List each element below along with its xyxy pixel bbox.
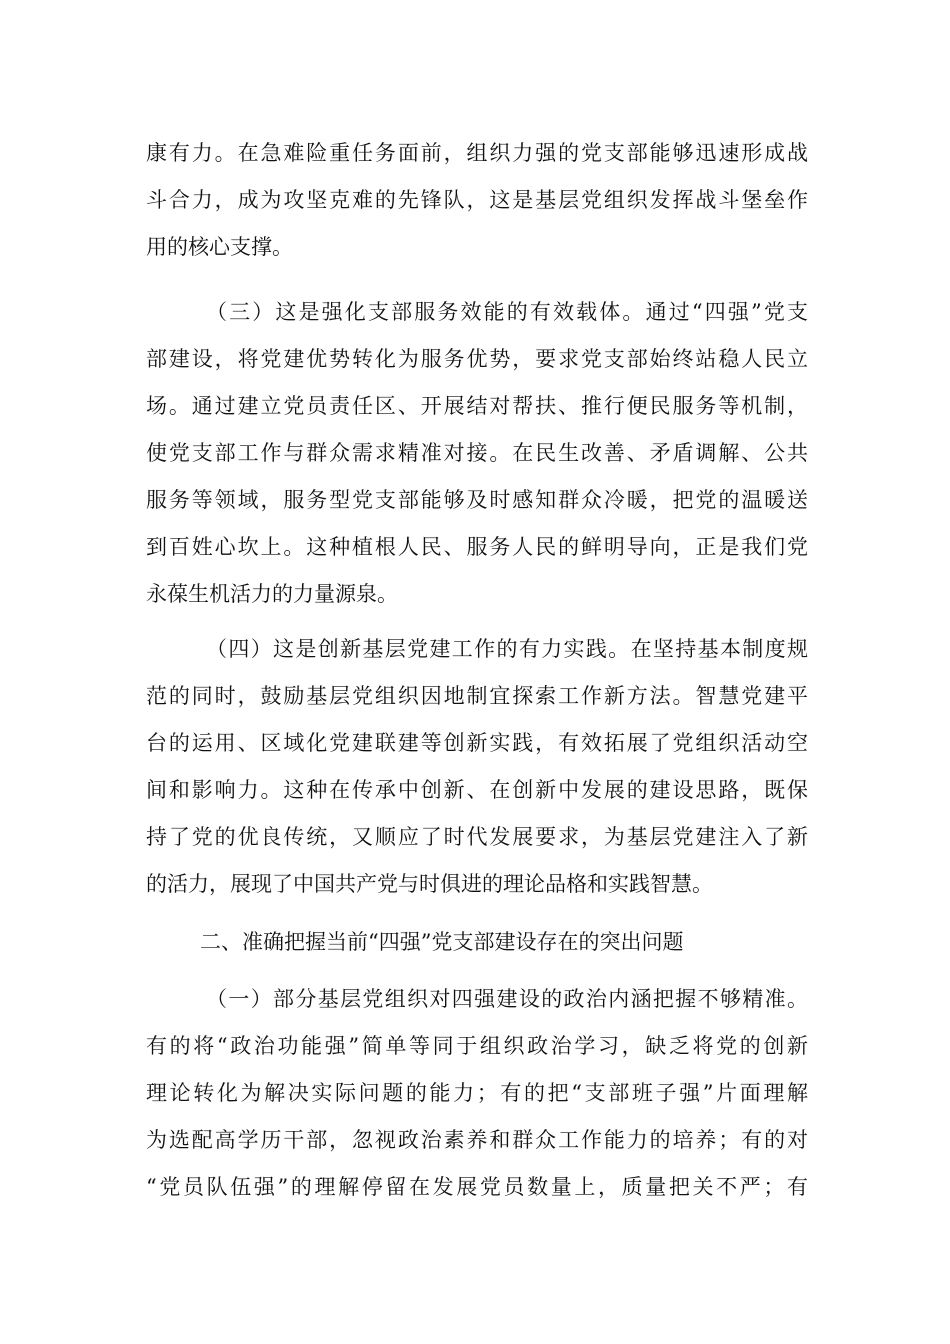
- text-line: 斗合力，成为攻坚克难的先锋队，这是基层党组织发挥战斗堡垒作: [146, 188, 808, 212]
- text-line: 理论转化为解决实际问题的能力；有的把“支部班子强”片面理解: [146, 1081, 808, 1105]
- text-line: 使党支部工作与群众需求精准对接。在民生改善、矛盾调解、公共: [146, 441, 808, 465]
- text-line: 为选配高学历干部，忽视政治素养和群众工作能力的培养；有的对: [146, 1128, 808, 1152]
- paragraph-start-line: （三）这是强化支部服务效能的有效载体。通过“四强”党支: [206, 300, 808, 324]
- text-line: 到百姓心坎上。这种植根人民、服务人民的鲜明导向，正是我们党: [146, 535, 808, 559]
- text-line: 的活力，展现了中国共产党与时俱进的理论品格和实践智慧。: [146, 872, 713, 896]
- text-line: 范的同时，鼓励基层党组织因地制宜探索工作新方法。智慧党建平: [146, 684, 808, 708]
- text-line: 间和影响力。这种在传承中创新、在创新中发展的建设思路，既保: [146, 778, 808, 802]
- text-line: 场。通过建立党员责任区、开展结对帮扶、推行便民服务等机制，: [146, 394, 808, 418]
- text-line: 部建设，将党建优势转化为服务优势，要求党支部始终站稳人民立: [146, 347, 808, 371]
- text-line: 服务等领域，服务型党支部能够及时感知群众冷暖，把党的温暖送: [146, 488, 808, 512]
- section-heading: 二、准确把握当前“四强”党支部建设存在的突出问题: [200, 930, 684, 954]
- text-line: 用的核心支撑。: [146, 235, 293, 259]
- text-line: 有的将“政治功能强”简单等同于组织政治学习，缺乏将党的创新: [146, 1034, 808, 1058]
- text-line: 永葆生机活力的力量源泉。: [146, 582, 398, 606]
- text-line: “党员队伍强”的理解停留在发展党员数量上，质量把关不严；有: [146, 1175, 808, 1199]
- paragraph-start-line: （一）部分基层党组织对四强建设的政治内涵把握不够精准。: [206, 987, 808, 1011]
- paragraph-start-line: （四）这是创新基层党建工作的有力实践。在坚持基本制度规: [206, 637, 808, 661]
- text-line: 台的运用、区域化党建联建等创新实践，有效拓展了党组织活动空: [146, 731, 808, 755]
- text-line: 康有力。在急难险重任务面前，组织力强的党支部能够迅速形成战: [146, 141, 808, 165]
- text-line: 持了党的优良传统，又顺应了时代发展要求，为基层党建注入了新: [146, 825, 808, 849]
